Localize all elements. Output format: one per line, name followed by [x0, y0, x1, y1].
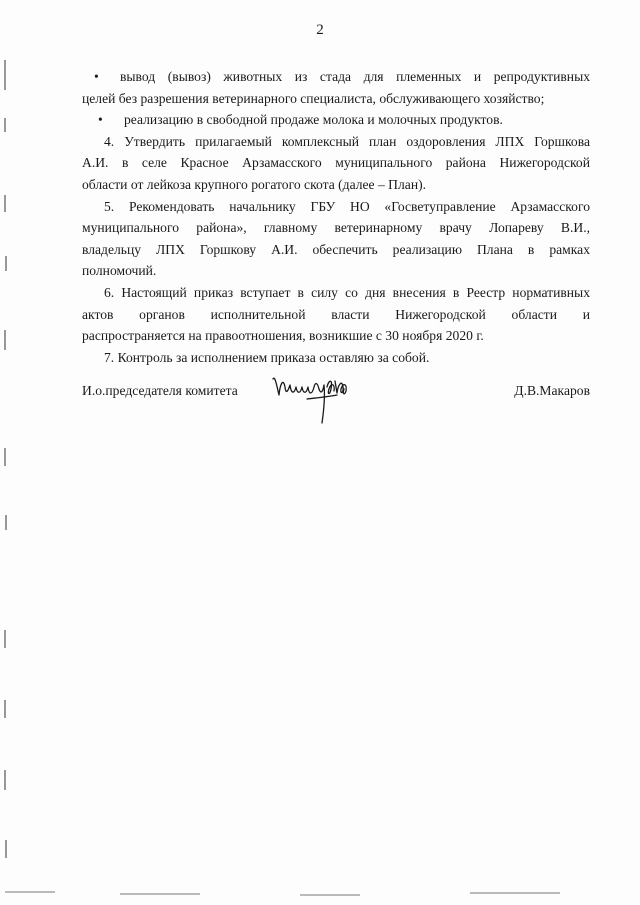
paragraph-line: муниципального района», главному ветеринарному врачу Лопареву В.И., — [82, 220, 590, 236]
paragraph-line: 4. Утвердить прилагаемый комплексный план оздоровления ЛПХ Горшкова — [104, 133, 590, 149]
bullet-marker: • — [94, 69, 99, 84]
document-body — [82, 66, 590, 368]
paragraph-line: актов органов исполнительной власти Нижегородской области и — [82, 306, 590, 322]
paragraph-line: целей без разрешения ветеринарного специалиста, обслуживающего хозяйство; — [82, 90, 545, 106]
bullet-marker: • — [98, 112, 103, 128]
paragraph-line: 5. Рекомендовать начальнику ГБУ НО «Госветуправление Арзамасского — [104, 198, 590, 214]
handwritten-signature — [267, 365, 357, 427]
paragraph-line: полномочий. — [82, 263, 157, 279]
paragraph-line: 7. Контроль за исполнением приказа оставляю за собой. — [104, 349, 430, 365]
line-text: реализацию в свободной продаже молока и молочных продуктов. — [124, 112, 503, 128]
scan-margin-marks — [0, 0, 12, 905]
paragraph-line: владельцу ЛПХ Горшкову А.И. обеспечить реализацию Плана в рамках — [82, 241, 590, 257]
paragraph-line — [82, 66, 590, 88]
page-number: 2 — [316, 22, 324, 38]
signature-block — [82, 375, 590, 435]
scan-bottom-marks — [0, 880, 640, 905]
paragraph-line: области от лейкоза крупного рогатого скота (далее – План). — [82, 176, 427, 192]
line-text: вывод (вывоз) животных из стада для племенных и репродуктивных — [120, 69, 590, 84]
paragraph-line: А.И. в селе Красное Арзамасского муниципального района Нижегородской — [82, 155, 590, 171]
paragraph-line — [82, 109, 590, 131]
paragraph-line: распространяется на правоотношения, возникшие с 30 ноября 2020 г. — [82, 328, 484, 344]
paragraph-line: 6. Настоящий приказ вступает в силу со дня внесения в Реестр нормативных — [104, 284, 590, 300]
signatory-title: И.о.председателя комитета — [82, 383, 238, 398]
signatory-name: Д.В.Макаров — [514, 383, 590, 398]
